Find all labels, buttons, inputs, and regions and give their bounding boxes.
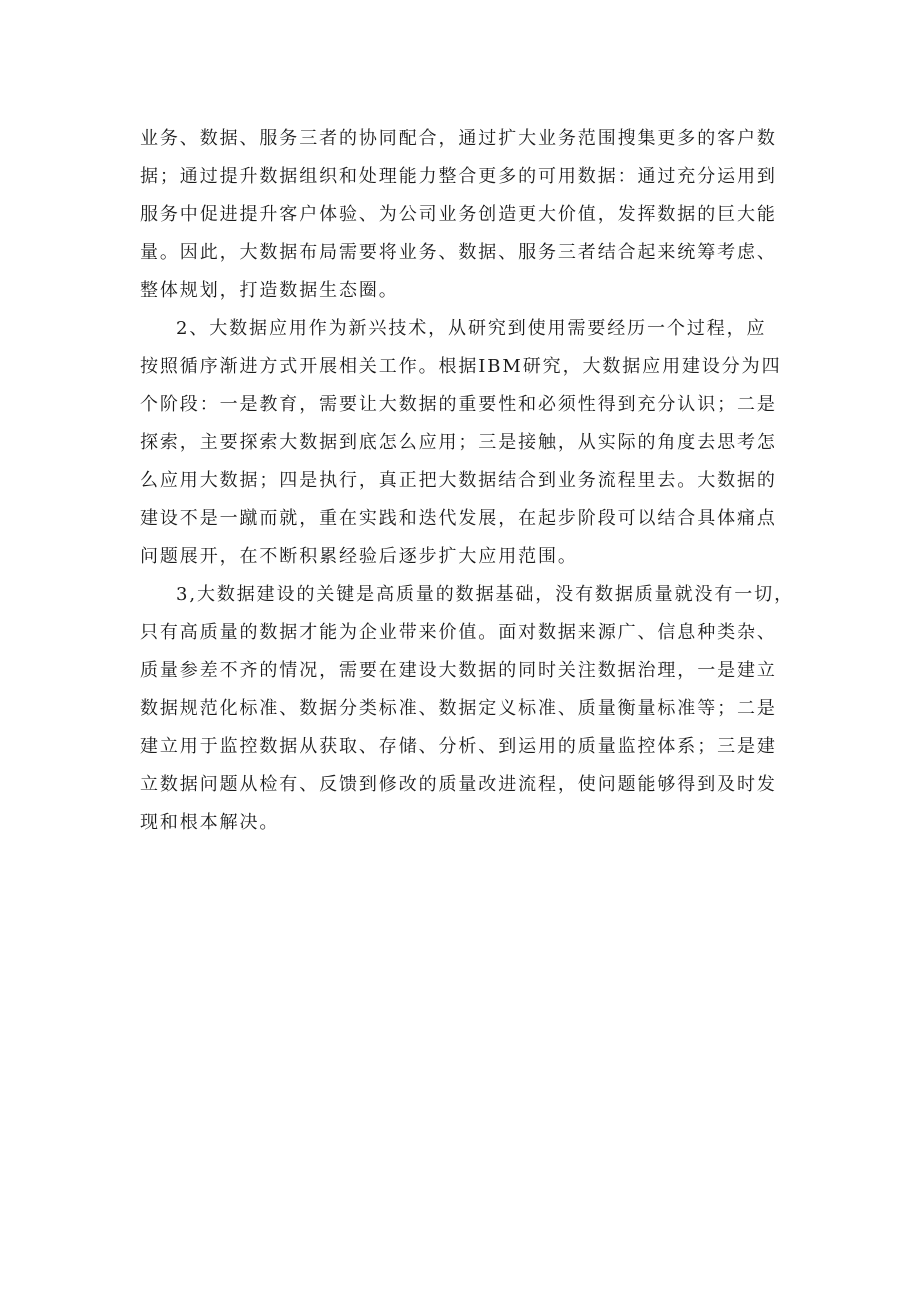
text-line: 现和根本解决。 [140,812,280,833]
paragraph-intro-continuation [140,120,785,310]
text-line: 3,大数据建设的关键是高质量的数据基础，没有数据质量就没有一切， [176,584,794,605]
paragraph-point-3 [140,576,794,842]
text-line: 建设不是一蹴而就，重在实践和迭代发展，在起步阶段可以结合具体痛点 [140,508,777,529]
text-line: 么应用大数据；四是执行，真正把大数据结合到业务流程里去。大数据的 [140,470,777,491]
text-line: 整体规划，打造数据生态圈。 [140,280,399,301]
text-line: 只有高质量的数据才能为企业带来价值。面对数据来源广、信息种类杂、 [140,622,777,643]
text-line: 据；通过提升数据组织和处理能力整合更多的可用数据：通过充分运用到 [140,166,777,187]
text-line: 立数据问题从检有、反馈到修改的质量改进流程，使问题能够得到及时发 [140,774,777,795]
text-line: 按照循序渐进方式开展相关工作。根据IBM研究，大数据应用建设分为四 [140,356,782,377]
text-line: 业务、数据、服务三者的协同配合，通过扩大业务范围搜集更多的客户数 [140,128,777,149]
text-line: 建立用于监控数据从获取、存储、分析、到运用的质量监控体系；三是建 [140,736,777,757]
document-body [140,120,794,842]
text-line: 2、大数据应用作为新兴技术，从研究到使用需要经历一个过程，应 [176,318,767,339]
text-line: 质量参差不齐的情况，需要在建设大数据的同时关注数据治理，一是建立 [140,660,777,681]
text-line: 个阶段：一是教育，需要让大数据的重要性和必须性得到充分认识；二是 [140,394,777,415]
text-line: 量。因此，大数据布局需要将业务、数据、服务三者结合起来统筹考虑、 [140,242,777,263]
text-line: 服务中促进提升客户体验、为公司业务创造更大价值，发挥数据的巨大能 [140,204,777,225]
text-line: 数据规范化标准、数据分类标准、数据定义标准、质量衡量标准等；二是 [140,698,777,719]
paragraph-point-2 [140,310,785,576]
text-line: 探索，主要探索大数据到底怎么应用；三是接触，从实际的角度去思考怎 [140,432,777,453]
text-line: 问题展开，在不断积累经验后逐步扩大应用范围。 [140,546,578,567]
